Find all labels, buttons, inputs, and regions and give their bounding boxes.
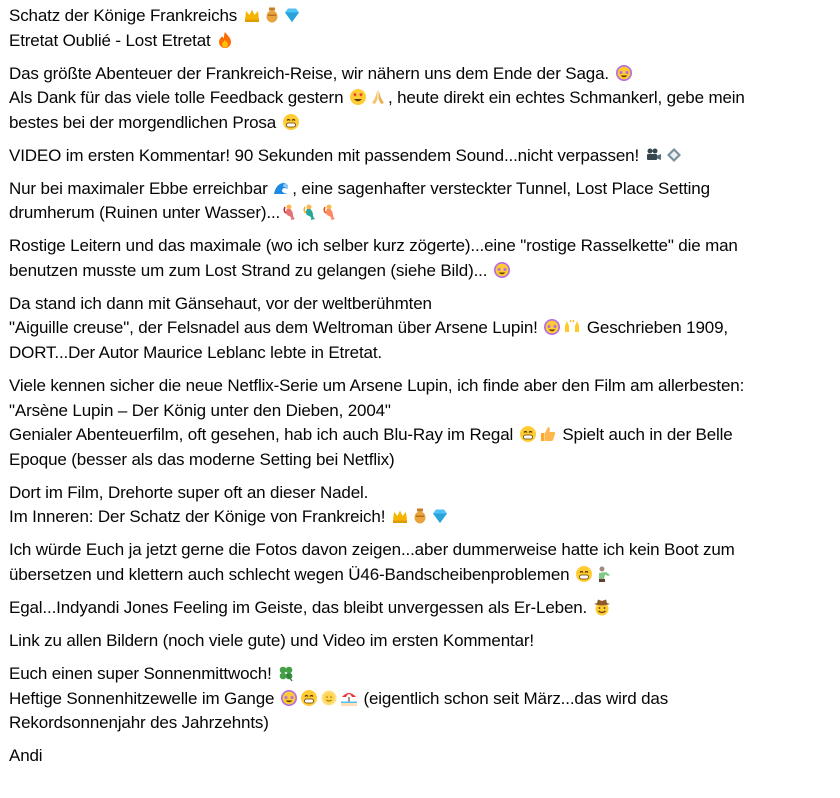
gem-icon	[283, 6, 301, 24]
text-line: Heftige Sonnenhitzewelle im Gange	[9, 688, 275, 708]
text-line: Dort im Film, Drehorte super oft an dieser Nadel.	[9, 482, 369, 502]
heart-eyes-icon	[349, 88, 367, 106]
text-line: Spielt auch in der Belle	[562, 425, 733, 445]
pray-icon	[369, 88, 387, 106]
beach-umbrella-icon	[340, 689, 358, 707]
text-line: Im Inneren: Der Schatz der Könige von Frankreich!	[9, 507, 386, 527]
diamond-icon	[665, 146, 683, 164]
star-struck-icon	[615, 64, 633, 82]
amphora-icon	[411, 507, 429, 525]
text-line: Das größte Abenteuer der Frankreich-Reise, wir nähern uns dem Ende der Saga.	[9, 63, 609, 83]
text-line: Rekordsonnenjahr des Jahrzehnts)	[9, 713, 269, 733]
text-line: (eigentlich schon seit März...das wird das	[363, 688, 669, 708]
gem-icon	[431, 507, 449, 525]
grin-icon	[575, 565, 593, 583]
paragraph-indy	[9, 596, 830, 621]
star-struck-icon	[493, 261, 511, 279]
raised-hands-icon	[563, 318, 581, 336]
author-signature: Andi	[9, 746, 43, 766]
paragraph-netflix	[9, 374, 830, 472]
text-line: drumherum (Ruinen unter Wasser)...	[9, 203, 281, 223]
text-line: VIDEO im ersten Kommentar! 90 Sekunden mit passendem Sound...nicht verpassen!	[9, 145, 640, 165]
paragraph-wednesday	[9, 662, 830, 736]
paragraph-video	[9, 144, 830, 169]
paragraph-aiguille	[9, 292, 830, 366]
thumbs-up-icon	[539, 425, 557, 443]
text-line: benutzen musste um zum Lost Strand zu gelangen (siehe Bild)...	[9, 260, 488, 280]
amphora-icon	[263, 6, 281, 24]
paragraph-ladders	[9, 234, 830, 283]
grin-icon	[519, 425, 537, 443]
post-subtitle: Etretat Oublié - Lost Etretat	[9, 30, 211, 50]
star-struck-icon	[543, 318, 561, 336]
text-line: , heute direkt ein echtes Schmankerl, gebe mein	[387, 88, 745, 108]
text-line: "Arsène Lupin – Der König unter den Dieben, 2004"	[9, 400, 391, 420]
sun-face-icon	[320, 689, 338, 707]
text-line: Link zu allen Bildern (noch viele gute) und Video im ersten Kommentar!	[9, 630, 534, 650]
star-struck-icon	[280, 689, 298, 707]
paragraph-link	[9, 629, 830, 654]
mermaid-icon	[281, 203, 299, 221]
text-line: DORT...Der Autor Maurice Leblanc lebte in Etretat.	[9, 343, 382, 363]
cowboy-icon	[593, 598, 611, 616]
merman-icon	[301, 203, 319, 221]
grin-icon	[282, 113, 300, 131]
text-line: , eine sagenhafter versteckter Tunnel, Lost Place Setting	[292, 178, 710, 198]
crown-icon	[391, 507, 409, 525]
clover-icon	[277, 664, 295, 682]
text-line: Da stand ich dann mit Gänsehaut, vor der weltberühmten	[9, 293, 432, 313]
paragraph-boat	[9, 538, 830, 587]
text-line: Genialer Abenteuerfilm, oft gesehen, hab ich auch Blu-Ray im Regal	[9, 425, 514, 445]
text-line: Epoque (besser als das moderne Setting bei Netflix)	[9, 449, 395, 469]
paragraph-treasure	[9, 481, 830, 530]
paragraph-tunnel	[9, 177, 830, 226]
fire-icon	[216, 31, 234, 49]
movie-camera-icon	[645, 146, 663, 164]
wave-icon	[273, 179, 291, 197]
text-line: bestes bei der morgendlichen Prosa	[9, 112, 277, 132]
text-line: übersetzen und klettern auch schlecht wegen Ü46-Bandscheibenproblemen	[9, 565, 570, 584]
text-line: Als Dank für das viele tolle Feedback gestern	[9, 88, 344, 108]
text-line: Ich würde Euch ja jetzt gerne die Fotos davon zeigen...aber dummerweise hatte ich kein Boot zum	[9, 540, 735, 560]
paragraph-signature	[9, 744, 830, 769]
paragraph-intro	[9, 62, 830, 136]
text-line: Nur bei maximaler Ebbe erreichbar	[9, 178, 268, 198]
merperson-icon	[321, 203, 339, 221]
person-icon	[595, 565, 613, 583]
text-line: Geschrieben 1909,	[586, 318, 728, 338]
crown-icon	[243, 6, 261, 24]
text-line: Viele kennen sicher die neue Netflix-Serie um Arsene Lupin, ich finde aber den Film am allerbesten:	[9, 376, 745, 396]
paragraph-title	[9, 4, 830, 53]
text-line: Egal...Indyandi Jones Feeling im Geiste, das bleibt unvergessen als Er-Leben.	[9, 597, 588, 617]
text-line: Rostige Leitern und das maximale (wo ich selber kurz zögerte)...eine "rostige Rasselkette" die man	[9, 236, 738, 256]
text-line: Euch einen super Sonnenmittwoch!	[9, 663, 272, 683]
post-title: Schatz der Könige Frankreichs	[9, 6, 238, 25]
text-line: "Aiguille creuse", der Felsnadel aus dem Weltroman über Arsene Lupin!	[9, 318, 538, 338]
grin-icon	[300, 689, 318, 707]
